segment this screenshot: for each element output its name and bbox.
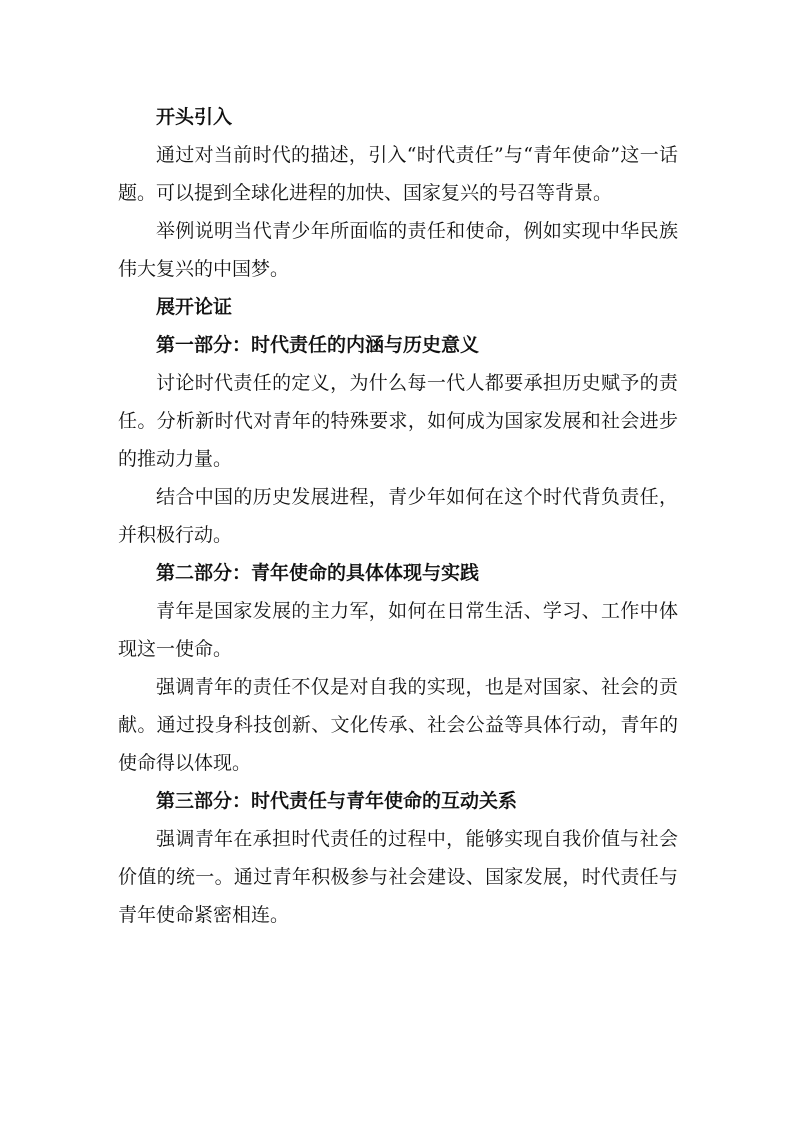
section-heading-intro: 开头引入 [156, 106, 233, 128]
paragraph: 通过对当前时代的描述，引入“时代责任”与“青年使命”这一话题。可以提到全球化进程的加快、国家复兴的号召等背景。 [118, 144, 678, 204]
section-heading-argument: 展开论证 [156, 296, 233, 318]
paragraph: 结合中国的历史发展进程，青少年如何在这个时代背负责任，并积极行动。 [118, 486, 678, 546]
paragraph: 强调青年的责任不仅是对自我的实现，也是对国家、社会的贡献。通过投身科技创新、文化传承、社会公益等具体行动，青年的使命得以体现。 [118, 676, 678, 774]
section-heading-part-two: 第二部分：青年使命的具体体现与实践 [156, 562, 480, 584]
paragraph: 青年是国家发展的主力军，如何在日常生活、学习、工作中体现这一使命。 [118, 600, 678, 660]
paragraph: 举例说明当代青少年所面临的责任和使命，例如实现中华民族伟大复兴的中国梦。 [118, 220, 678, 280]
paragraph: 讨论时代责任的定义，为什么每一代人都要承担历史赋予的责任。分析新时代对青年的特殊要求，如何成为国家发展和社会进步的推动力量。 [118, 372, 678, 470]
section-heading-part-three: 第三部分：时代责任与青年使命的互动关系 [156, 790, 518, 812]
document-body [118, 98, 678, 934]
section-heading-part-one: 第一部分：时代责任的内涵与历史意义 [156, 334, 480, 356]
paragraph: 强调青年在承担时代责任的过程中，能够实现自我价值与社会价值的统一。通过青年积极参与社会建设、国家发展，时代责任与青年使命紧密相连。 [118, 828, 678, 926]
